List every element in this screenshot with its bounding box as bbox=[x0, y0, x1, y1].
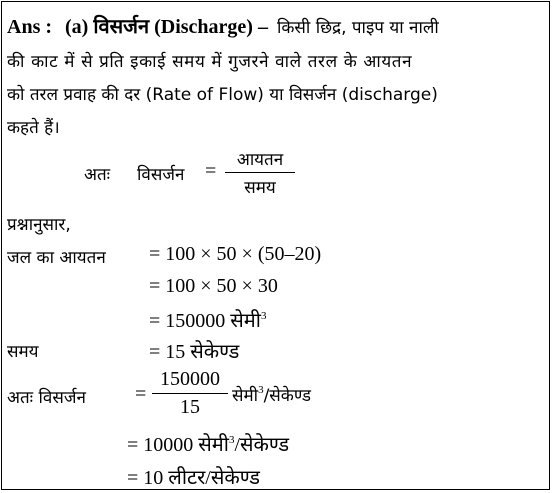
result-unit bbox=[232, 383, 311, 407]
volume-label: जल का आयतन bbox=[7, 248, 106, 268]
formula-equals: = bbox=[205, 160, 217, 182]
time-label: समय bbox=[7, 342, 39, 362]
result-denominator: 15 bbox=[180, 396, 200, 418]
result-step-2-a: = 10000 सेमी bbox=[127, 434, 229, 456]
volume-step-3-text: = 150000 सेमी bbox=[149, 310, 261, 332]
intro-line-3 bbox=[7, 82, 438, 106]
result-unit-b: /सेकेण्ड bbox=[263, 386, 312, 406]
result-equals: = bbox=[135, 383, 147, 405]
formula-numerator: आयतन bbox=[225, 147, 295, 173]
volume-step-2: = 100 × 50 × 30 bbox=[149, 275, 278, 297]
answer-label: Ans : bbox=[7, 16, 53, 38]
formula-fraction bbox=[225, 147, 295, 198]
volume-step-3-sup: 3 bbox=[260, 310, 267, 322]
time-value: = 15 सेकेण्ड bbox=[149, 341, 240, 363]
given-label: प्रश्नानुसार, bbox=[7, 215, 71, 235]
intro-line-1 bbox=[7, 12, 439, 39]
formula-denominator: समय bbox=[244, 178, 276, 198]
result-step-2-sup: 3 bbox=[228, 434, 235, 446]
intro-text-1: किसी छिद्र, पाइप या नाली bbox=[276, 18, 439, 38]
result-unit-sup: 3 bbox=[258, 384, 264, 396]
result-numerator: 150000 bbox=[152, 368, 228, 394]
intro-line-4: कहते हैं। bbox=[7, 118, 60, 138]
result-prefix: अतः विसर्जन bbox=[7, 388, 86, 408]
result-unit-a: सेमी bbox=[232, 386, 259, 406]
formula-lhs: विसर्जन bbox=[137, 165, 185, 185]
answer-heading: (a) विसर्जन (Discharge) – bbox=[65, 16, 268, 38]
answer-box bbox=[1, 1, 550, 490]
intro-line-2: की काट में से प्रति इकाई समय में गुजरने वाले तरल के आयतन bbox=[7, 52, 413, 72]
result-fraction bbox=[152, 368, 228, 419]
result-step-3: = 10 लीटर/सेकेण्ड bbox=[127, 467, 260, 489]
volume-step-1: = 100 × 50 × (50–20) bbox=[149, 243, 322, 265]
result-step-2-b: /सेकेण्ड bbox=[234, 434, 290, 456]
intro-text-3: को तरल प्रवाह की दर (Rate of Flow) या विसर्जन (discharge) bbox=[7, 85, 438, 105]
volume-step-3 bbox=[149, 306, 266, 333]
formula-prefix: अतः bbox=[84, 165, 111, 185]
result-step-2 bbox=[127, 430, 289, 457]
